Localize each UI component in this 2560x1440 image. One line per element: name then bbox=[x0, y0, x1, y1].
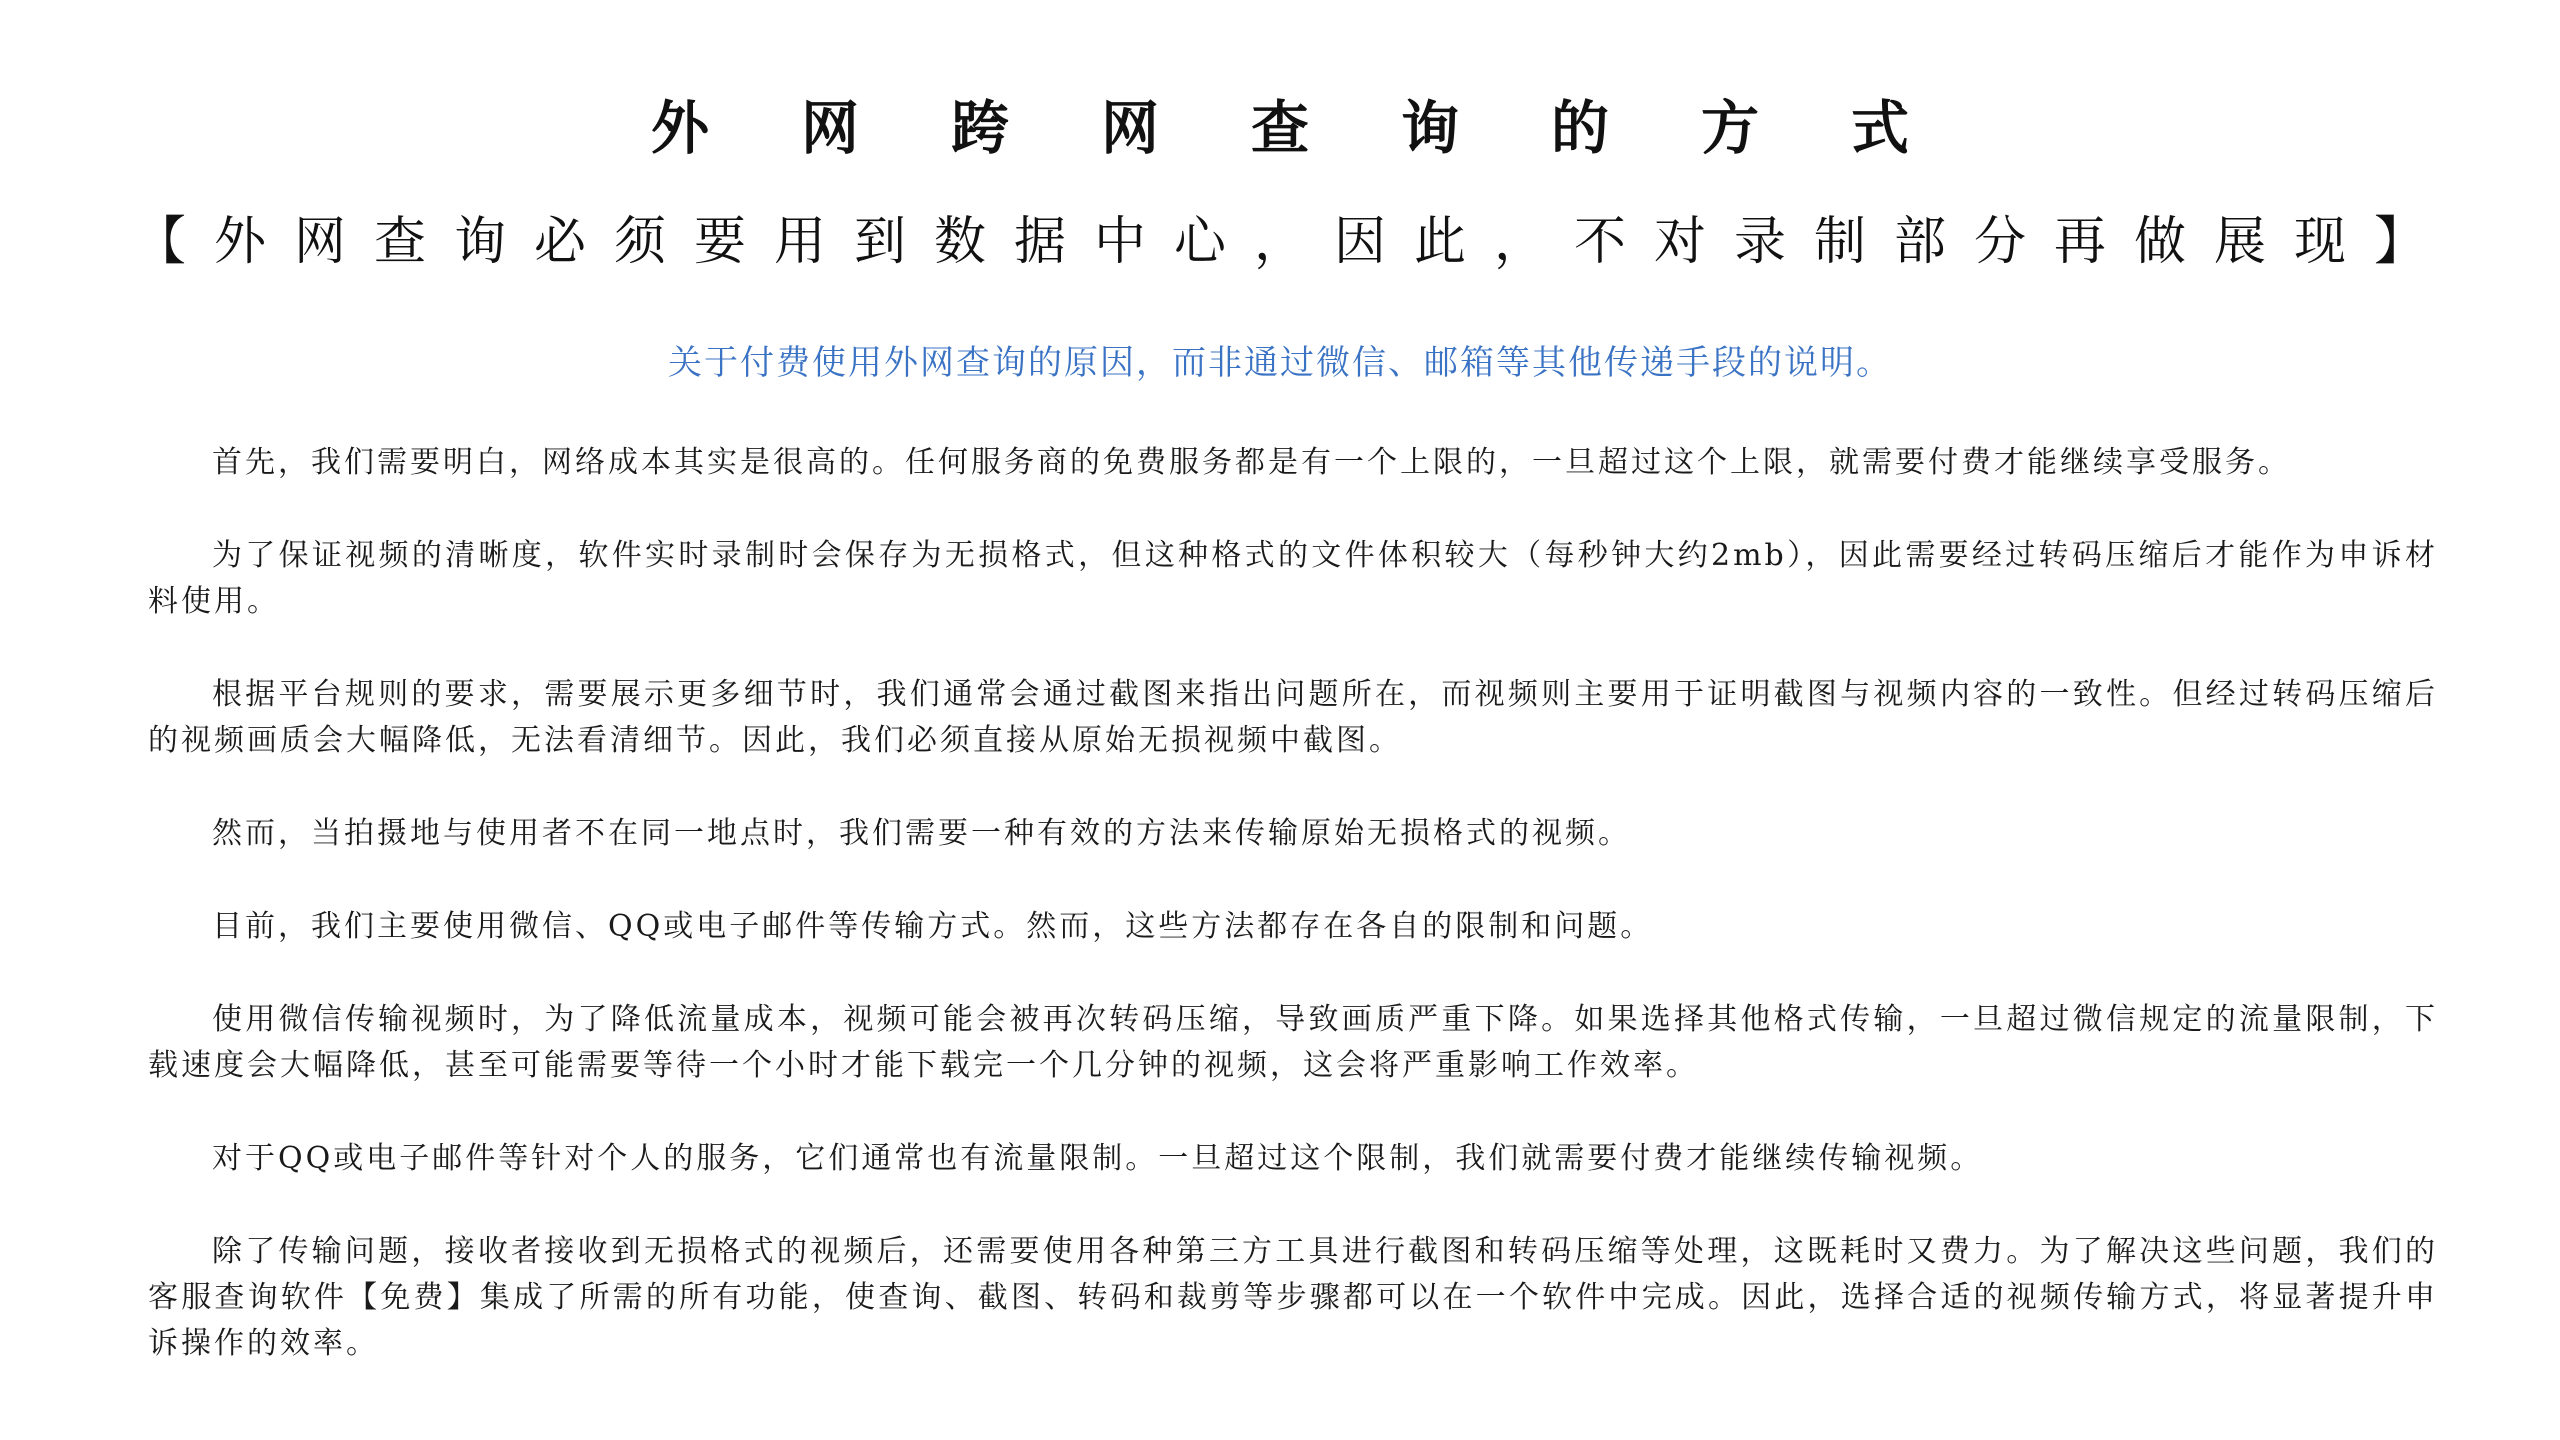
paragraph-2: 为了保证视频的清晰度，软件实时录制时会保存为无损格式，但这种格式的文件体积较大（每秒钟大约2mb），因此需要经过转码压缩后才能作为申诉材料使用。 bbox=[148, 538, 2438, 619]
paragraph-5: 目前，我们主要使用微信、QQ或电子邮件等传输方式。然而，这些方法都存在各自的限制和问题。 bbox=[212, 909, 1654, 944]
page-subtitle: 【外网查询必须要用到数据中心，因此，不对录制部分再做展现】 bbox=[133, 212, 2454, 272]
paragraph-8: 除了传输问题，接收者接收到无损格式的视频后，还需要使用各种第三方工具进行截图和转码压缩等处理，这既耗时又费力。为了解决这些问题，我们的客服查询软件【免费】集成了所需的所有功能，使查询、截图、转码和裁剪等步骤都可以在一个软件中完成。因此，选择合适的视频传输方式，将显著提升申诉操作的效率。 bbox=[148, 1234, 2438, 1361]
paragraph-3: 根据平台规则的要求，需要展示更多细节时，我们通常会通过截图来指出问题所在，而视频则主要用于证明截图与视频内容的一致性。但经过转码压缩后的视频画质会大幅降低，无法看清细节。因此，我们必须直接从原始无损视频中截图。 bbox=[148, 677, 2438, 758]
paragraph-1: 首先，我们需要明白，网络成本其实是很高的。任何服务商的免费服务都是有一个上限的，一旦超过这个上限，就需要付费才能继续享受服务。 bbox=[212, 445, 2291, 480]
blue-note-heading: 关于付费使用外网查询的原因，而非通过微信、邮箱等其他传递手段的说明。 bbox=[668, 343, 1892, 383]
document-body bbox=[148, 440, 2438, 1414]
paragraph-6: 使用微信传输视频时，为了降低流量成本，视频可能会被再次转码压缩，导致画质严重下降。如果选择其他格式传输，一旦超过微信规定的流量限制，下载速度会大幅降低，甚至可能需要等待一个小时才能下载完一个几分钟的视频，这会将严重影响工作效率。 bbox=[148, 1002, 2438, 1083]
paragraph-4: 然而，当拍摄地与使用者不在同一地点时，我们需要一种有效的方法来传输原始无损格式的视频。 bbox=[212, 816, 1631, 851]
page-title: 外网跨网查询的方式 bbox=[650, 94, 2001, 162]
paragraph-7: 对于QQ或电子邮件等针对个人的服务，它们通常也有流量限制。一旦超过这个限制，我们就需要付费才能继续传输视频。 bbox=[212, 1141, 1984, 1176]
